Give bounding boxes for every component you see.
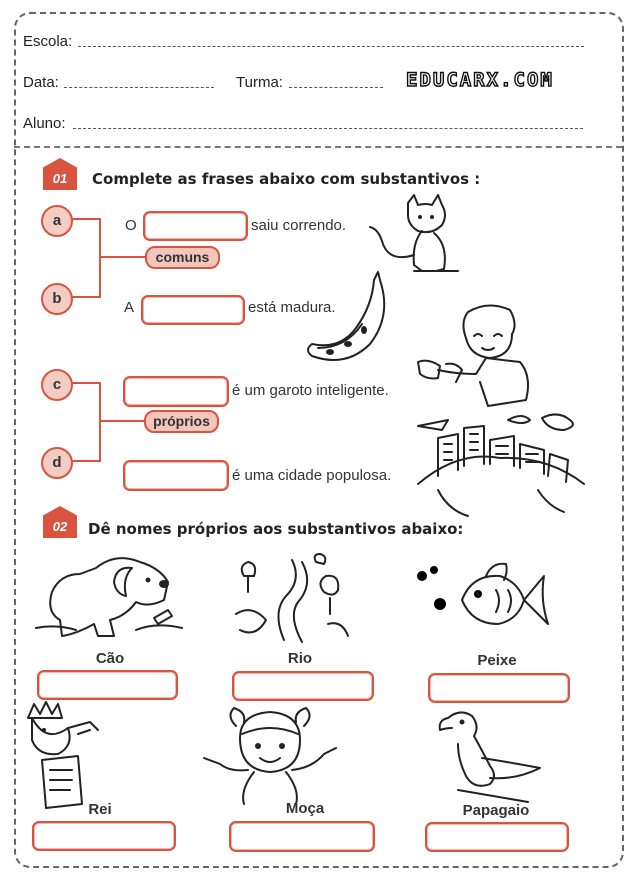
date-label: Data: [23, 74, 59, 91]
parrot-label: Papagaio [462, 802, 530, 819]
item-a-marker: a [41, 205, 73, 237]
banana-icon [300, 268, 390, 368]
item-a-after: saiu correndo. [251, 217, 347, 234]
item-c-marker: c [41, 369, 73, 401]
item-a-before: O [125, 217, 137, 234]
question-2-title: Dê nomes próprios aos substantivos abaixo: [88, 520, 464, 538]
item-b-marker: b [41, 283, 73, 315]
student-label: Aluno: [23, 115, 66, 132]
king-label: Rei [88, 801, 112, 818]
girl-icon [200, 708, 340, 808]
river-answer-box[interactable] [232, 671, 374, 701]
brand-logo: EDUCARX.COM [406, 69, 554, 91]
dog-icon [36, 552, 186, 642]
king-answer-box[interactable] [32, 821, 176, 851]
group-proper-label: próprios [144, 410, 219, 433]
item-d-after: é uma cidade populosa. [232, 467, 392, 484]
girl-label: Moça [285, 800, 325, 817]
parrot-answer-box[interactable] [425, 822, 569, 852]
girl-answer-box[interactable] [229, 821, 375, 852]
item-d-answer-box[interactable] [123, 460, 229, 491]
item-b-answer-box[interactable] [141, 295, 245, 325]
king-icon [18, 700, 108, 810]
dog-label: Cão [95, 650, 125, 667]
parrot-icon [428, 706, 548, 806]
question-1-title: Complete as frases abaixo com substantivos : [92, 170, 481, 188]
fish-answer-box[interactable] [428, 673, 570, 703]
item-d-marker: d [41, 447, 73, 479]
item-b-after: está madura. [248, 299, 336, 316]
dog-answer-box[interactable] [37, 670, 178, 700]
school-label: Escola: [23, 33, 73, 50]
class-label: Turma: [236, 74, 283, 91]
question-1-badge: 01 [42, 158, 78, 190]
item-b-before: A [124, 299, 135, 316]
fish-label: Peixe [477, 652, 517, 669]
cat-icon [368, 193, 458, 278]
city-icon [418, 410, 588, 520]
boy-icon [416, 300, 536, 410]
item-c-after: é um garoto inteligente. [232, 382, 389, 399]
fish-icon [412, 560, 552, 640]
question-2-badge: 02 [42, 506, 78, 538]
river-label: Rio [287, 650, 313, 667]
item-c-answer-box[interactable] [123, 376, 229, 407]
group-common-label: comuns [145, 246, 220, 269]
river-icon [232, 554, 352, 644]
item-a-answer-box[interactable] [143, 211, 248, 241]
